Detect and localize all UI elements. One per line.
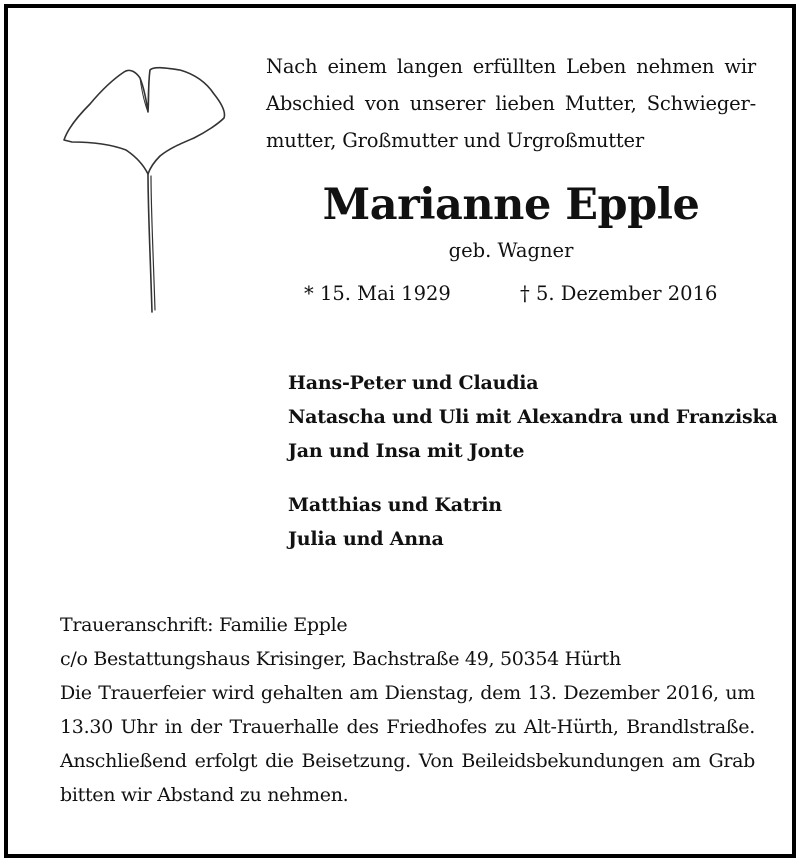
intro-line: mutter, Großmutter und Urgroßmutter <box>266 129 644 152</box>
birth-date: * 15. Mai 1929 <box>304 282 451 305</box>
family-member-line: Matthias und Katrin <box>288 494 502 516</box>
ceremony-line: bitten wir Abstand zu nehmen. <box>60 784 349 806</box>
ceremony-line: 13.30 Uhr in der Trauerhalle des Friedhofes zu Alt-Hürth, Brandlstraße. <box>60 716 755 738</box>
address-line: c/o Bestattungshaus Krisinger, Bachstraße 49, 50354 Hürth <box>60 648 621 670</box>
family-member-line: Julia und Anna <box>288 528 444 550</box>
family-group <box>288 488 502 556</box>
ceremony-line: Die Trauerfeier wird gehalten am Dienstag, dem 13. Dezember 2016, um <box>60 682 755 704</box>
family-member-line: Jan und Insa mit Jonte <box>288 440 525 462</box>
death-date: † 5. Dezember 2016 <box>520 282 718 305</box>
ceremony-line: Anschließend erfolgt die Beisetzung. Von Beileidsbekundungen am Grab <box>60 750 755 772</box>
ginkgo-leaf-icon <box>56 58 236 318</box>
deceased-name: Marianne Epple <box>322 180 700 230</box>
address-line: Traueranschrift: Familie Epple <box>60 614 348 636</box>
intro-text <box>266 48 756 159</box>
intro-line: Nach einem langen erfüllten Leben nehmen wir <box>266 55 756 78</box>
footer-text <box>60 608 755 812</box>
obituary-frame <box>4 4 796 858</box>
intro-line: Abschied von unserer lieben Mutter, Schwieger- <box>266 92 756 115</box>
maiden-name: geb. Wagner <box>448 239 574 262</box>
family-member-line: Hans-Peter und Claudia <box>288 372 539 394</box>
family-group <box>288 366 778 468</box>
family-member-line: Natascha und Uli mit Alexandra und Franziska <box>288 406 778 428</box>
